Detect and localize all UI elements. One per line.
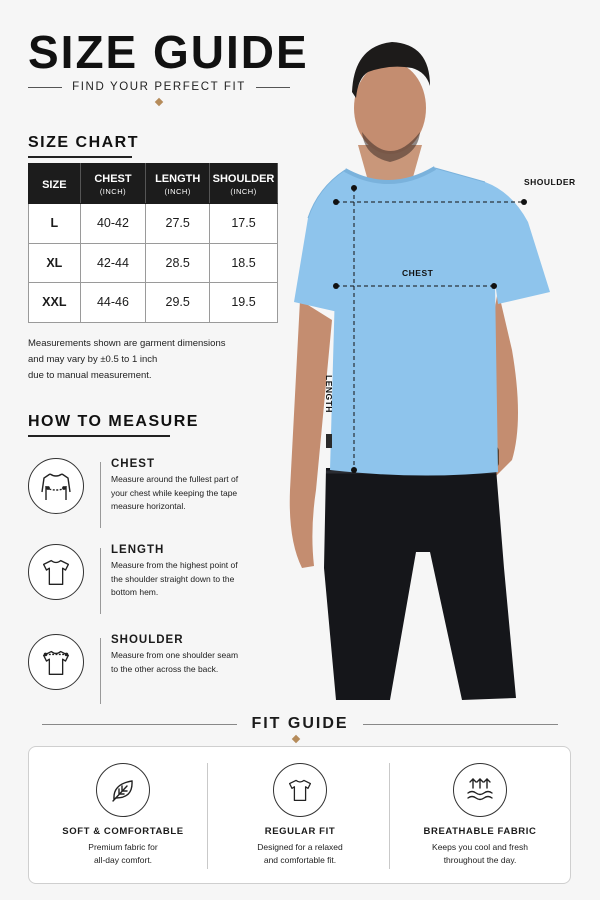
- length-cell: 29.5: [146, 283, 210, 323]
- measure-item-chest: [28, 458, 278, 528]
- length-label: LENGTH: [324, 375, 334, 413]
- divider: [28, 87, 62, 88]
- size-chart-heading: SIZE CHART: [28, 134, 139, 151]
- separator: [100, 638, 101, 704]
- heading-underline: [28, 156, 132, 158]
- page-title: SIZE GUIDE: [28, 26, 309, 78]
- column-header-length: LENGTH (INCH): [146, 164, 210, 204]
- table-row: [29, 204, 278, 244]
- measure-title: CHEST: [111, 458, 155, 470]
- measure-title: LENGTH: [111, 544, 165, 556]
- fit-guide-card: [28, 746, 571, 884]
- measure-title: SHOULDER: [111, 634, 184, 646]
- measure-item-shoulder: [28, 634, 278, 704]
- fit-guide-heading: FIT GUIDE: [251, 715, 349, 732]
- table-row: [29, 243, 278, 283]
- fit-description: [235, 841, 365, 867]
- table-row: [29, 283, 278, 323]
- model-photo: [280, 20, 580, 705]
- page-subtitle: FIND YOUR PERFECT FIT: [72, 81, 246, 93]
- measure-item-length: [28, 544, 278, 614]
- fit-description: [58, 841, 188, 867]
- length-cell: 28.5: [146, 243, 210, 283]
- leaf-icon: [96, 763, 150, 817]
- size-cell: XL: [29, 243, 81, 283]
- fit-description-line: Keeps you cool and fresh: [432, 842, 528, 852]
- column-header-size: SIZE: [29, 164, 81, 204]
- fit-title: SOFT & COMFORTABLE: [62, 826, 184, 837]
- fit-item-breathable: [390, 747, 570, 885]
- heading-underline: [28, 435, 170, 437]
- fit-description: [415, 841, 545, 867]
- measure-description: Measure from the highest point of the shoulder straight down to the bottom hem.: [111, 560, 238, 597]
- fit-description-line: and comfortable fit.: [263, 855, 337, 865]
- measure-description: Measure from one shoulder seam to the other across the back.: [111, 650, 239, 674]
- diamond-ornament-icon: [155, 98, 163, 106]
- table-header-row: [29, 164, 278, 204]
- fit-item-regular: [210, 747, 390, 885]
- divider: [363, 724, 558, 725]
- note-line: Measurements shown are garment dimensions: [28, 338, 226, 349]
- fit-description-line: all-day comfort.: [93, 855, 153, 865]
- tshirt-icon: [273, 763, 327, 817]
- shoulder-cell: 17.5: [210, 204, 278, 244]
- tshirt-shoulder-icon: [28, 634, 84, 690]
- separator: [100, 548, 101, 614]
- chest-cell: 42-44: [80, 243, 146, 283]
- fit-guide-heading-row: [42, 714, 558, 734]
- size-table: [28, 163, 278, 323]
- note-line: due to manual measurement.: [28, 370, 152, 381]
- diamond-ornament-icon: [292, 735, 300, 743]
- fit-item-soft: [33, 747, 213, 885]
- size-cell: L: [29, 204, 81, 244]
- shoulder-label: SHOULDER: [524, 177, 576, 187]
- subtitle-row: [28, 78, 290, 96]
- airflow-icon: [453, 763, 507, 817]
- column-header-chest: CHEST (INCH): [80, 164, 146, 204]
- tshirt-length-icon: [28, 544, 84, 600]
- chest-label: CHEST: [402, 268, 434, 278]
- fit-title: BREATHABLE FABRIC: [423, 826, 537, 837]
- measure-description: Measure around the fullest part of your chest while keeping the tape measure horizontal.: [111, 474, 239, 511]
- how-to-measure-heading: HOW TO MEASURE: [28, 413, 199, 430]
- divider: [207, 763, 208, 869]
- fit-description-line: Premium fabric for: [88, 842, 158, 852]
- separator: [100, 462, 101, 528]
- chest-cell: 44-46: [80, 283, 146, 323]
- shoulder-cell: 19.5: [210, 283, 278, 323]
- fit-title: REGULAR FIT: [264, 826, 336, 837]
- divider: [42, 724, 237, 725]
- note-line: and may vary by ±0.5 to 1 inch: [28, 354, 158, 365]
- fit-description-line: Designed for a relaxed: [257, 842, 343, 852]
- shoulder-cell: 18.5: [210, 243, 278, 283]
- chest-measure-icon: [28, 458, 84, 514]
- size-cell: XXL: [29, 283, 81, 323]
- column-header-shoulder: SHOULDER (INCH): [210, 164, 278, 204]
- length-cell: 27.5: [146, 204, 210, 244]
- fit-description-line: throughout the day.: [443, 855, 517, 865]
- chest-cell: 40-42: [80, 204, 146, 244]
- measurement-note: [28, 336, 268, 384]
